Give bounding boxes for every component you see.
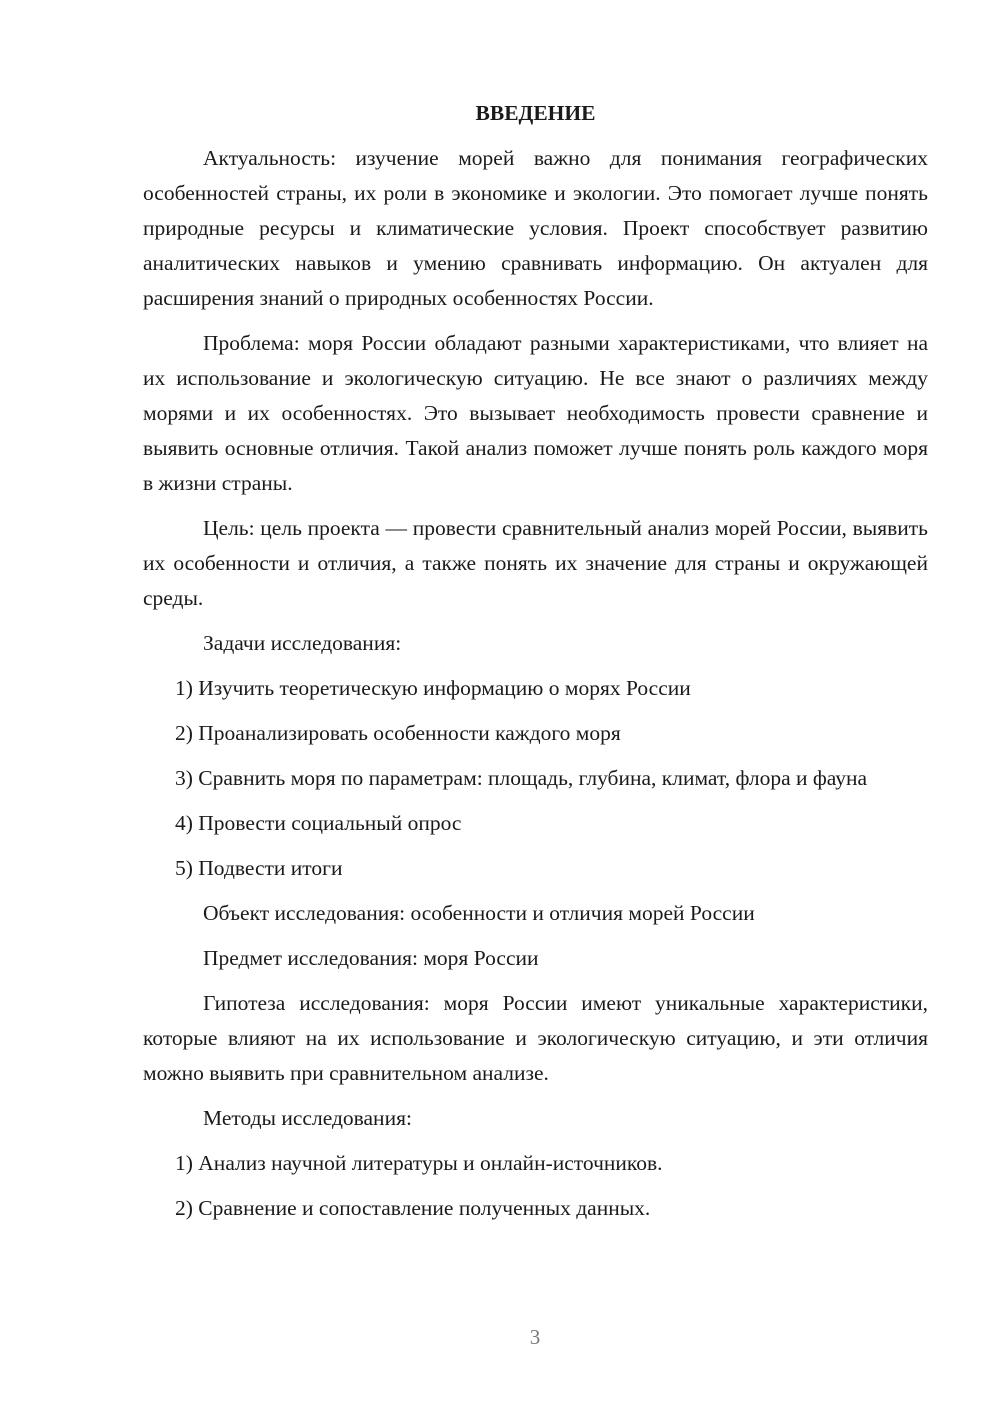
- goal-paragraph: Цель: цель проекта — провести сравнительный анализ морей России, выявить их особенности и отличия, а также понять их значение для страны и окружающей среды.: [143, 516, 928, 610]
- method-item: 2) Сравнение и сопоставление полученных данных.: [175, 1196, 651, 1220]
- task-item: 5) Подвести итоги: [175, 856, 343, 880]
- tasks-heading: Задачи исследования:: [203, 631, 402, 655]
- task-item: 3) Сравнить моря по параметрам: площадь, глубина, климат, флора и фауна: [175, 766, 868, 790]
- task-item: 4) Провести социальный опрос: [175, 811, 462, 835]
- page-number: 3: [529, 1325, 541, 1349]
- document-page: [143, 96, 928, 1236]
- hypothesis-paragraph: Гипотеза исследования: моря России имеют уникальные характеристики, которые влияют на их использование и экологическую ситуацию, и эти отличия можно выявить при сравнительном анализе.: [143, 991, 928, 1085]
- task-item: 1) Изучить теоретическую информацию о морях России: [175, 676, 691, 700]
- research-object: Объект исследования: особенности и отличия морей России: [203, 901, 755, 925]
- research-subject: Предмет исследования: моря России: [203, 946, 539, 970]
- section-title: ВВЕДЕНИЕ: [475, 101, 596, 125]
- method-item: 1) Анализ научной литературы и онлайн-источников.: [175, 1151, 663, 1175]
- relevance-paragraph: Актуальность: изучение морей важно для понимания географических особенностей страны, их роли в экономике и экологии. Это помогает лучше понять природные ресурсы и климатические условия. Проект способствует развитию аналитических навыков и умению сравнивать информацию. Он актуален для расширения знаний о природных особенностях России.: [143, 146, 928, 310]
- problem-paragraph: Проблема: моря России обладают разными характеристиками, что влияет на их использование и экологическую ситуацию. Не все знают о различиях между морями и их особенностях. Это вызывает необходимость провести сравнение и выявить основные отличия. Такой анализ поможет лучше понять роль каждого моря в жизни страны.: [143, 331, 928, 495]
- task-item: 2) Проанализировать особенности каждого моря: [175, 721, 621, 745]
- methods-heading: Методы исследования:: [203, 1106, 412, 1130]
